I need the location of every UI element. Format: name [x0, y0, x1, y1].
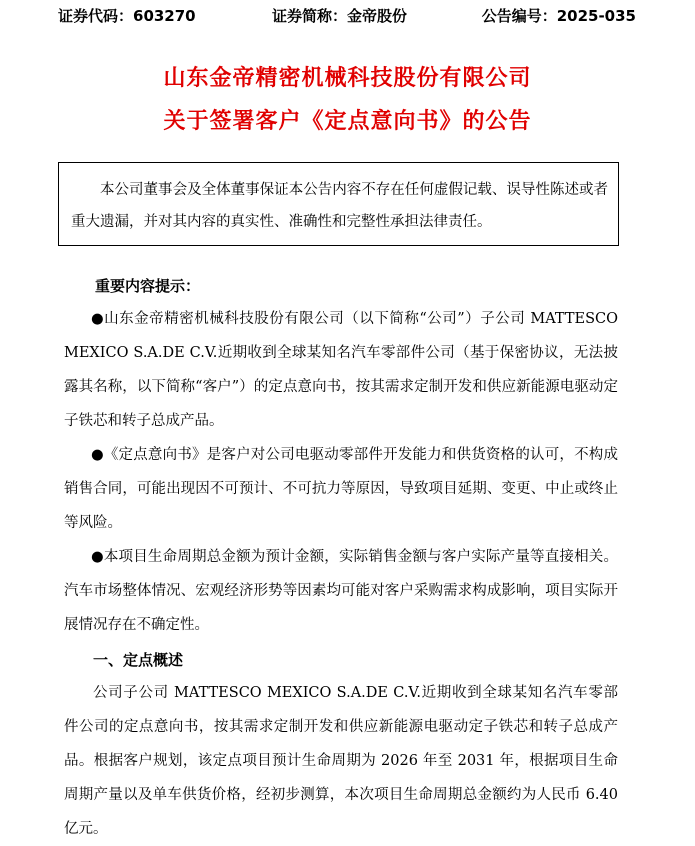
important-bullet-3: ●本项目生命周期总金额为预计金额，实际销售金额与客户实际产量等直接相关。汽车市场整体情况、宏观经济形势等因素均可能对客户采购需求构成影响，项目实际开展情况存在不确定性。: [64, 549, 618, 633]
document-body: [64, 260, 618, 846]
stock-short-name: 证券简称：金帝股份: [272, 7, 408, 25]
important-bullet-1: ●山东金帝精密机械科技股份有限公司（以下简称“公司”）子公司 MATTESCO MEXICO S.A.DE C.V.近期收到全球某知名汽车零部件公司（基于保密协议，无法披露其名称，以下简称“客户”）的定点意向书，按其需求定制开发和供应新能源电驱动定子铁芯和转子总成产品。: [64, 311, 618, 429]
board-statement-box: [58, 162, 619, 246]
company-title: 山东金帝精密机械科技股份有限公司: [163, 66, 532, 91]
board-statement-text: 本公司董事会及全体董事保证本公告内容不存在任何虚假记载、误导性陈述或者重大遗漏，并对其内容的真实性、准确性和完整性承担法律责任。: [71, 182, 608, 230]
announcement-title: 关于签署客户《定点意向书》的公告: [163, 109, 532, 134]
document-header: [58, 4, 636, 28]
announcement-number: 公告编号：2025-035: [481, 7, 636, 25]
important-tips-heading: 重要内容提示：: [95, 277, 201, 295]
section-1-heading: 一、定点概述: [93, 651, 184, 669]
section-1-text: 公司子公司 MATTESCO MEXICO S.A.DE C.V.近期收到全球某知名汽车零部件公司的定点意向书，按其需求定制开发和供应新能源电驱动定子铁芯和转子总成产品。根据客户规划，该定点项目预计生命周期为 2026 年至 2031 年，根据项目生命周期产量以及单车供货价格，经初步测算，本次项目生命周期总金额约为人民币 6.40 亿元。: [64, 685, 618, 837]
important-bullet-2: ●《定点意向书》是客户对公司电驱动零部件开发能力和供货资格的认可，不构成销售合同，可能出现因不可预计、不可抗力等原因，导致项目延期、变更、中止或终止等风险。: [64, 447, 618, 531]
stock-code: 证券代码：603270: [58, 7, 196, 25]
